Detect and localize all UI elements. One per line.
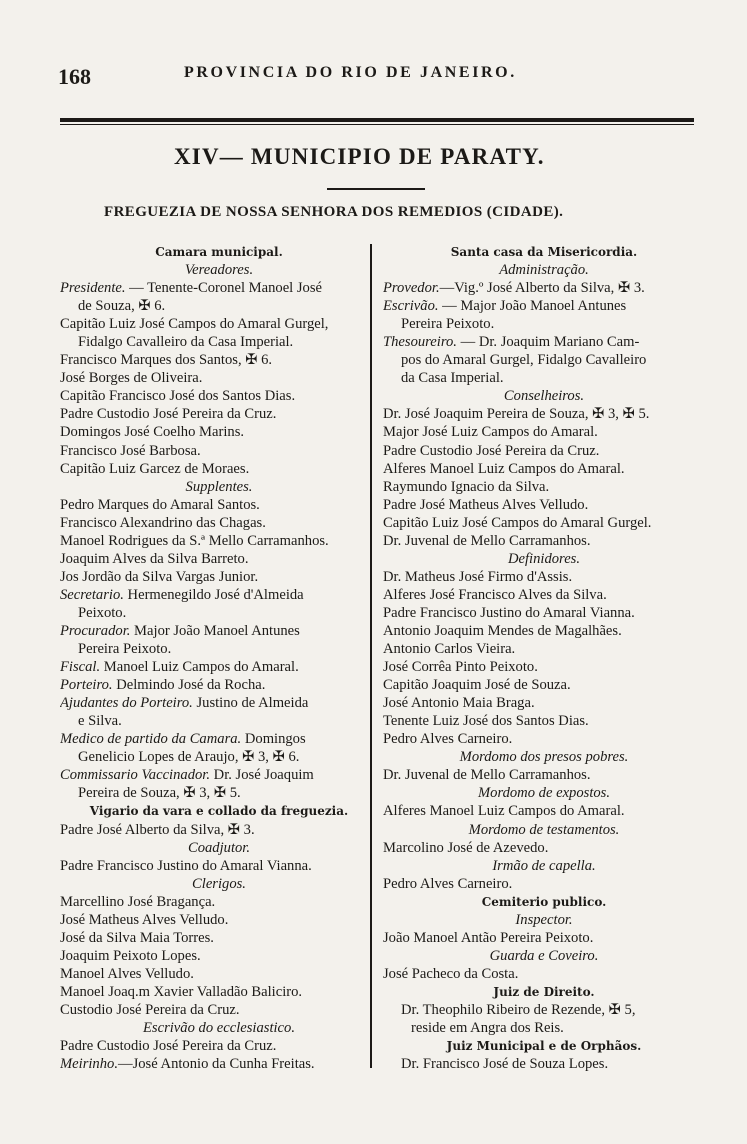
entry-text: Pereira Peixoto.	[401, 316, 495, 333]
entry-text: pos do Amaral Gurgel, Fidalgo Cavalleiro	[401, 352, 647, 369]
entry-line	[60, 351, 378, 369]
entry-line	[383, 1055, 705, 1073]
entry-text: José da Silva Maia Torres.	[60, 929, 214, 946]
entry-text: Francisco Marques dos Santos, ✠ 6.	[60, 352, 273, 369]
entry-text: Joaquim Alves da Silva Barreto.	[60, 550, 249, 567]
entry-role: Escrivão.	[383, 298, 439, 315]
subsection-heading	[383, 261, 705, 279]
entry-line	[383, 405, 705, 423]
subsection-heading	[383, 550, 705, 568]
header-rule-thin	[60, 124, 694, 125]
entry-line	[383, 929, 705, 947]
entry-text: Major José Luiz Campos do Amaral.	[383, 424, 598, 441]
entry-text: Pedro Alves Carneiro.	[383, 875, 513, 892]
entry-text: Jos Jordão da Silva Vargas Junior.	[60, 568, 259, 585]
entry-line	[60, 983, 378, 1001]
entry-text: Pedro Alves Carneiro.	[383, 731, 513, 748]
entry-text: Manoel Rodrigues da S.ª Mello Carramanhos.	[60, 532, 329, 549]
entry-role: Presidente.	[60, 280, 126, 297]
entry-text: Capitão Luiz Garcez de Moraes.	[60, 460, 250, 477]
entry-text: Mordomo de testamentos.	[468, 821, 620, 838]
entry-text: Definidores.	[507, 550, 580, 567]
entry-text: Guarda e Coveiro.	[489, 947, 599, 964]
entry-text: Fidalgo Cavalleiro da Casa Imperial.	[78, 334, 294, 351]
entry-line	[383, 532, 705, 550]
entry-line	[60, 712, 378, 730]
entry-text: Major João Manoel Antunes	[130, 622, 300, 639]
section-heading	[383, 983, 705, 1001]
entry-line	[383, 839, 705, 857]
entry-role: Thesoureiro.	[383, 334, 457, 351]
entry-text: Joaquim Peixoto Lopes.	[60, 947, 201, 964]
entry-text: — Dr. Joaquim Mariano Cam-	[456, 334, 640, 351]
entry-line	[60, 658, 378, 676]
entry-text: Dr. Juvenal de Mello Carramanhos.	[383, 767, 591, 784]
entry-text: — Major João Manoel Antunes	[438, 298, 627, 315]
entry-text: José Matheus Alves Velludo.	[60, 911, 229, 928]
entry-line	[383, 315, 705, 333]
subsection-heading	[60, 875, 378, 893]
entry-text: José Pacheco da Costa.	[383, 965, 519, 982]
entry-text: de Souza, ✠ 6.	[78, 298, 166, 315]
entry-line	[383, 297, 705, 315]
entry-text: Padre José Alberto da Silva, ✠ 3.	[60, 821, 255, 838]
entry-text: Raymundo Ignacio da Silva.	[383, 478, 550, 495]
entry-line	[383, 1019, 705, 1037]
entry-text: Pedro Marques do Amaral Santos.	[60, 496, 260, 513]
entry-line	[60, 297, 378, 315]
entry-line	[60, 532, 378, 550]
entry-text: Justino de Almeida	[192, 695, 309, 712]
entry-line	[60, 423, 378, 441]
subsection-heading	[383, 387, 705, 405]
entry-text: Marcellino José Bragança.	[60, 893, 216, 910]
entry-text: Dr. Theophilo Ribeiro de Rezende, ✠ 5,	[401, 1001, 636, 1018]
subsection-heading	[60, 478, 378, 496]
entry-text: Supplentes.	[185, 478, 253, 495]
entry-line	[383, 1001, 705, 1019]
entry-line	[383, 676, 705, 694]
entry-line	[60, 676, 378, 694]
entry-text: Vereadores.	[184, 262, 254, 279]
entry-line	[383, 423, 705, 441]
header-rule	[60, 118, 694, 122]
entry-text: Padre José Matheus Alves Velludo.	[383, 496, 589, 513]
right-column	[383, 243, 705, 1073]
subsection-heading	[383, 911, 705, 929]
entry-role: Commissario Vaccinador.	[60, 767, 210, 784]
entry-text: Manoel Joaq.m Xavier Valladão Baliciro.	[60, 983, 303, 1000]
entry-line	[383, 766, 705, 784]
entry-line	[60, 333, 378, 351]
entry-line	[60, 1037, 378, 1055]
entry-text: Marcolino José de Azevedo.	[383, 839, 549, 856]
entry-text: Mordomo dos presos pobres.	[459, 749, 629, 766]
entry-text: Dr. Juvenal de Mello Carramanhos.	[383, 532, 591, 549]
entry-text: Antonio Carlos Vieira.	[383, 641, 516, 658]
section-rule	[327, 188, 425, 190]
running-title: PROVINCIA DO RIO DE JANEIRO.	[184, 64, 517, 81]
entry-role: Medico de partido da Camara.	[60, 731, 242, 748]
entry-role: Provedor.	[383, 280, 440, 297]
entry-text: Tenente Luiz José dos Santos Dias.	[383, 713, 589, 730]
subsection-heading	[60, 261, 378, 279]
entry-text: Pereira Peixoto.	[78, 641, 172, 658]
entry-text: Coadjutor.	[187, 839, 251, 856]
entry-text: e Silva.	[78, 713, 122, 730]
entry-text: Delmindo José da Rocha.	[112, 677, 266, 694]
entry-text: Inspector.	[515, 911, 573, 928]
entry-text: —Vig.º José Alberto da Silva, ✠ 3.	[439, 280, 645, 297]
entry-line	[383, 369, 705, 387]
entry-text: Hermenegildo José d'Almeida	[123, 586, 304, 603]
entry-role: Ajudantes do Porteiro.	[60, 695, 193, 712]
entry-line	[60, 965, 378, 983]
entry-text: Capitão Joaquim José de Souza.	[383, 677, 571, 694]
entry-text: Padre Custodio José Pereira da Cruz.	[60, 406, 277, 423]
entry-line	[60, 1001, 378, 1019]
entry-role: Fiscal.	[60, 659, 101, 676]
entry-text: Domingos	[241, 731, 306, 748]
entry-text: Padre Francisco Justino do Amaral Vianna.	[60, 857, 312, 874]
entry-text: Pereira de Souza, ✠ 3, ✠ 5.	[78, 785, 241, 802]
entry-line	[60, 622, 378, 640]
subsection-heading	[60, 839, 378, 857]
entry-role: Porteiro.	[60, 677, 113, 694]
entry-line	[60, 550, 378, 568]
entry-line	[383, 478, 705, 496]
entry-line	[60, 568, 378, 586]
entry-line	[383, 694, 705, 712]
entry-text: Padre Custodio José Pereira da Cruz.	[383, 442, 600, 459]
entry-line	[383, 730, 705, 748]
entry-line	[383, 496, 705, 514]
entry-text: — Tenente-Coronel Manoel José	[125, 280, 323, 297]
entry-text: —José Antonio da Cunha Freitas.	[117, 1056, 315, 1073]
entry-text: José Borges de Oliveira.	[60, 370, 203, 387]
entry-text: Alferes Manoel Luiz Campos do Amaral.	[383, 803, 625, 820]
entry-line	[60, 586, 378, 604]
entry-text: Irmão de capella.	[492, 857, 596, 874]
subsection-heading	[383, 784, 705, 802]
entry-line	[60, 640, 378, 658]
entry-text: Dr. José Joaquim	[210, 767, 314, 784]
subsection-heading	[383, 748, 705, 766]
subsection-heading	[383, 947, 705, 965]
entry-line	[60, 766, 378, 784]
entry-line	[383, 586, 705, 604]
entry-line	[383, 460, 705, 478]
section-title: XIV— MUNICIPIO DE PARATY.	[174, 144, 545, 169]
entry-line	[383, 604, 705, 622]
parish-title: FREGUEZIA DE NOSSA SENHORA DOS REMEDIOS (CIDADE).	[104, 204, 564, 220]
entry-role: Procurador.	[60, 622, 131, 639]
entry-line	[60, 514, 378, 532]
entry-line	[383, 514, 705, 532]
entry-line	[60, 947, 378, 965]
entry-text: Vigario da vara e collado da freguezia.	[89, 804, 349, 819]
entry-text: Alferes José Francisco Alves da Silva.	[383, 586, 607, 603]
entry-line	[60, 784, 378, 802]
entry-line	[383, 622, 705, 640]
entry-line	[60, 405, 378, 423]
entry-line	[60, 442, 378, 460]
entry-line	[60, 279, 378, 297]
entry-line	[383, 279, 705, 297]
entry-text: Alferes Manoel Luiz Campos do Amaral.	[383, 460, 625, 477]
entry-text: Dr. Matheus José Firmo d'Assis.	[383, 568, 573, 585]
entry-text: Clerigos.	[192, 875, 246, 892]
entry-text: Francisco José Barbosa.	[60, 442, 201, 459]
entry-line	[383, 712, 705, 730]
entry-text: Custodio José Pereira da Cruz.	[60, 1001, 240, 1018]
entry-line	[383, 640, 705, 658]
entry-line	[60, 857, 378, 875]
entry-text: Capitão Luiz José Campos do Amaral Gurgel,	[60, 316, 329, 333]
entry-text: da Casa Imperial.	[401, 370, 504, 387]
entry-text: Conselheiros.	[503, 388, 585, 405]
entry-line	[383, 351, 705, 369]
entry-text: Padre Custodio José Pereira da Cruz.	[60, 1038, 277, 1055]
entry-line	[60, 315, 378, 333]
entry-line	[60, 911, 378, 929]
entry-text: Manoel Luiz Campos do Amaral.	[100, 659, 299, 676]
entry-text: Genelicio Lopes de Araujo, ✠ 3, ✠ 6.	[78, 749, 300, 766]
section-heading	[383, 893, 705, 911]
entry-line	[60, 929, 378, 947]
entry-line	[60, 460, 378, 478]
entry-text: Capitão Luiz José Campos do Amaral Gurgel.	[383, 514, 652, 531]
entry-line	[60, 604, 378, 622]
entry-line	[60, 893, 378, 911]
entry-line	[60, 369, 378, 387]
section-heading	[60, 243, 378, 261]
entry-text: Escrivão do ecclesiastico.	[143, 1020, 295, 1037]
entry-line	[383, 333, 705, 351]
subsection-heading	[383, 857, 705, 875]
left-column	[60, 243, 378, 1073]
entry-text: Dr. José Joaquim Pereira de Souza, ✠ 3, ✠ 5.	[383, 406, 650, 423]
entry-line	[60, 496, 378, 514]
entry-text: Antonio Joaquim Mendes de Magalhães.	[383, 622, 622, 639]
entry-text: Santa casa da Misericordia.	[450, 245, 638, 259]
section-heading	[383, 1037, 705, 1055]
entry-text: Manoel Alves Velludo.	[60, 965, 194, 982]
entry-line	[383, 802, 705, 820]
entry-text: Peixoto.	[78, 604, 127, 621]
entry-text: Padre Francisco Justino do Amaral Vianna.	[383, 604, 635, 621]
section-heading	[383, 243, 705, 261]
entry-text: José Antonio Maia Braga.	[383, 695, 535, 712]
entry-text: Domingos José Coelho Marins.	[60, 424, 245, 441]
entry-line	[60, 730, 378, 748]
entry-text: Capitão Francisco José dos Santos Dias.	[60, 388, 296, 405]
entry-text: José Corrêa Pinto Peixoto.	[383, 659, 538, 676]
page-number: 168	[58, 64, 91, 89]
entry-line	[60, 387, 378, 405]
section-heading	[60, 802, 378, 820]
entry-text: Camara municipal.	[155, 245, 283, 259]
entry-role: Meirinho.	[60, 1056, 118, 1073]
entry-line	[383, 965, 705, 983]
entry-role: Secretario.	[60, 586, 124, 603]
entry-line	[60, 694, 378, 712]
entry-text: Dr. Francisco José de Souza Lopes.	[401, 1056, 609, 1073]
entry-text: João Manoel Antão Pereira Peixoto.	[383, 929, 594, 946]
entry-text: Juiz de Direito.	[493, 984, 595, 999]
entry-line	[383, 442, 705, 460]
entry-text: Francisco Alexandrino das Chagas.	[60, 514, 266, 531]
entry-line	[60, 821, 378, 839]
entry-line	[60, 1055, 378, 1073]
subsection-heading	[60, 1019, 378, 1037]
entry-text: Mordomo de expostos.	[478, 785, 610, 802]
entry-text: Administração.	[499, 262, 589, 279]
entry-line	[383, 568, 705, 586]
entry-text: Cemiterio publico.	[481, 894, 607, 909]
subsection-heading	[383, 821, 705, 839]
entry-text: reside em Angra dos Reis.	[411, 1020, 564, 1037]
entry-text: Juiz Municipal e de Orphãos.	[446, 1039, 642, 1054]
entry-line	[383, 875, 705, 893]
entry-line	[60, 748, 378, 766]
entry-line	[383, 658, 705, 676]
